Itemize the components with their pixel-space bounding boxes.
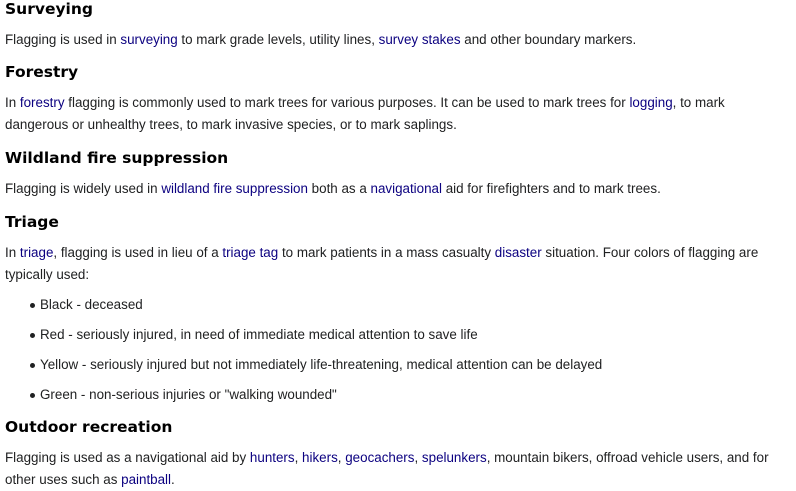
link-wildland-fire-suppression[interactable]: wildland fire suppression [161,181,308,196]
text: , [337,450,346,465]
list-item [5,294,602,324]
text: , to mark dangerous or unhealthy trees, to mark invasive species, or to mark saplings. [5,95,725,132]
text: both as a [307,181,371,196]
heading-triage: Triage [5,213,59,231]
link-hunters[interactable]: hunters [249,450,295,465]
text: to mark grade levels, utility lines, [177,32,379,47]
text: . [171,472,175,487]
heading-outdoor-recreation: Outdoor recreation [5,418,173,436]
list-item [5,324,602,354]
paragraph-surveying [5,29,636,51]
heading-surveying: Surveying [5,0,94,18]
paragraph-wildland-fire-suppression [5,178,661,200]
text: , mountain bikers, offroad vehicle users, and for other uses such as [5,450,769,487]
heading-forestry: Forestry [5,63,79,81]
text: , [294,450,303,465]
link-survey-stakes[interactable]: survey stakes [378,32,461,47]
link-disaster[interactable]: disaster [494,245,542,260]
link-logging[interactable]: logging [629,95,673,110]
link-spelunkers[interactable]: spelunkers [421,450,487,465]
list-item-text: Green - non-serious injuries or "walking wounded" [40,387,337,402]
link-paintball[interactable]: paintball [121,472,172,487]
text: flagging is commonly used to mark trees for various purposes. It can be used to mark trees for [64,95,630,110]
list-item [5,384,602,414]
bullet-icon [30,333,35,338]
bullet-icon [30,303,35,308]
link-triage-tag[interactable]: triage tag [222,245,279,260]
text: to mark patients in a mass casualty [278,245,495,260]
paragraph-outdoor-recreation [5,447,790,491]
text: In [5,95,20,110]
list-item-text: Red - seriously injured, in need of immediate medical attention to save life [40,327,478,342]
text: situation. Four colors of flagging are typically used: [5,245,759,282]
paragraph-forestry [5,92,785,136]
text: , [414,450,422,465]
list-item [5,354,602,384]
link-triage[interactable]: triage [19,245,54,260]
text: , flagging is used in lieu of a [53,245,223,260]
list-item-text: Black - deceased [40,297,143,312]
bullet-icon [30,363,35,368]
paragraph-triage [5,242,787,286]
link-hikers[interactable]: hikers [302,450,338,465]
text: Flagging is used as a navigational aid by [5,450,250,465]
link-geocachers[interactable]: geocachers [345,450,415,465]
text: In [5,245,20,260]
link-surveying[interactable]: surveying [120,32,178,47]
bullet-icon [30,393,35,398]
triage-color-list [5,294,602,414]
text: Flagging is widely used in [5,181,162,196]
text: and other boundary markers. [460,32,637,47]
text: Flagging is used in [5,32,121,47]
link-navigational[interactable]: navigational [370,181,442,196]
list-item-text: Yellow - seriously injured but not immediately life-threatening, medical attention can be delayed [40,357,603,372]
text: aid for firefighters and to mark trees. [441,181,661,196]
link-forestry[interactable]: forestry [19,95,65,110]
heading-wildland-fire-suppression: Wildland fire suppression [5,149,229,167]
